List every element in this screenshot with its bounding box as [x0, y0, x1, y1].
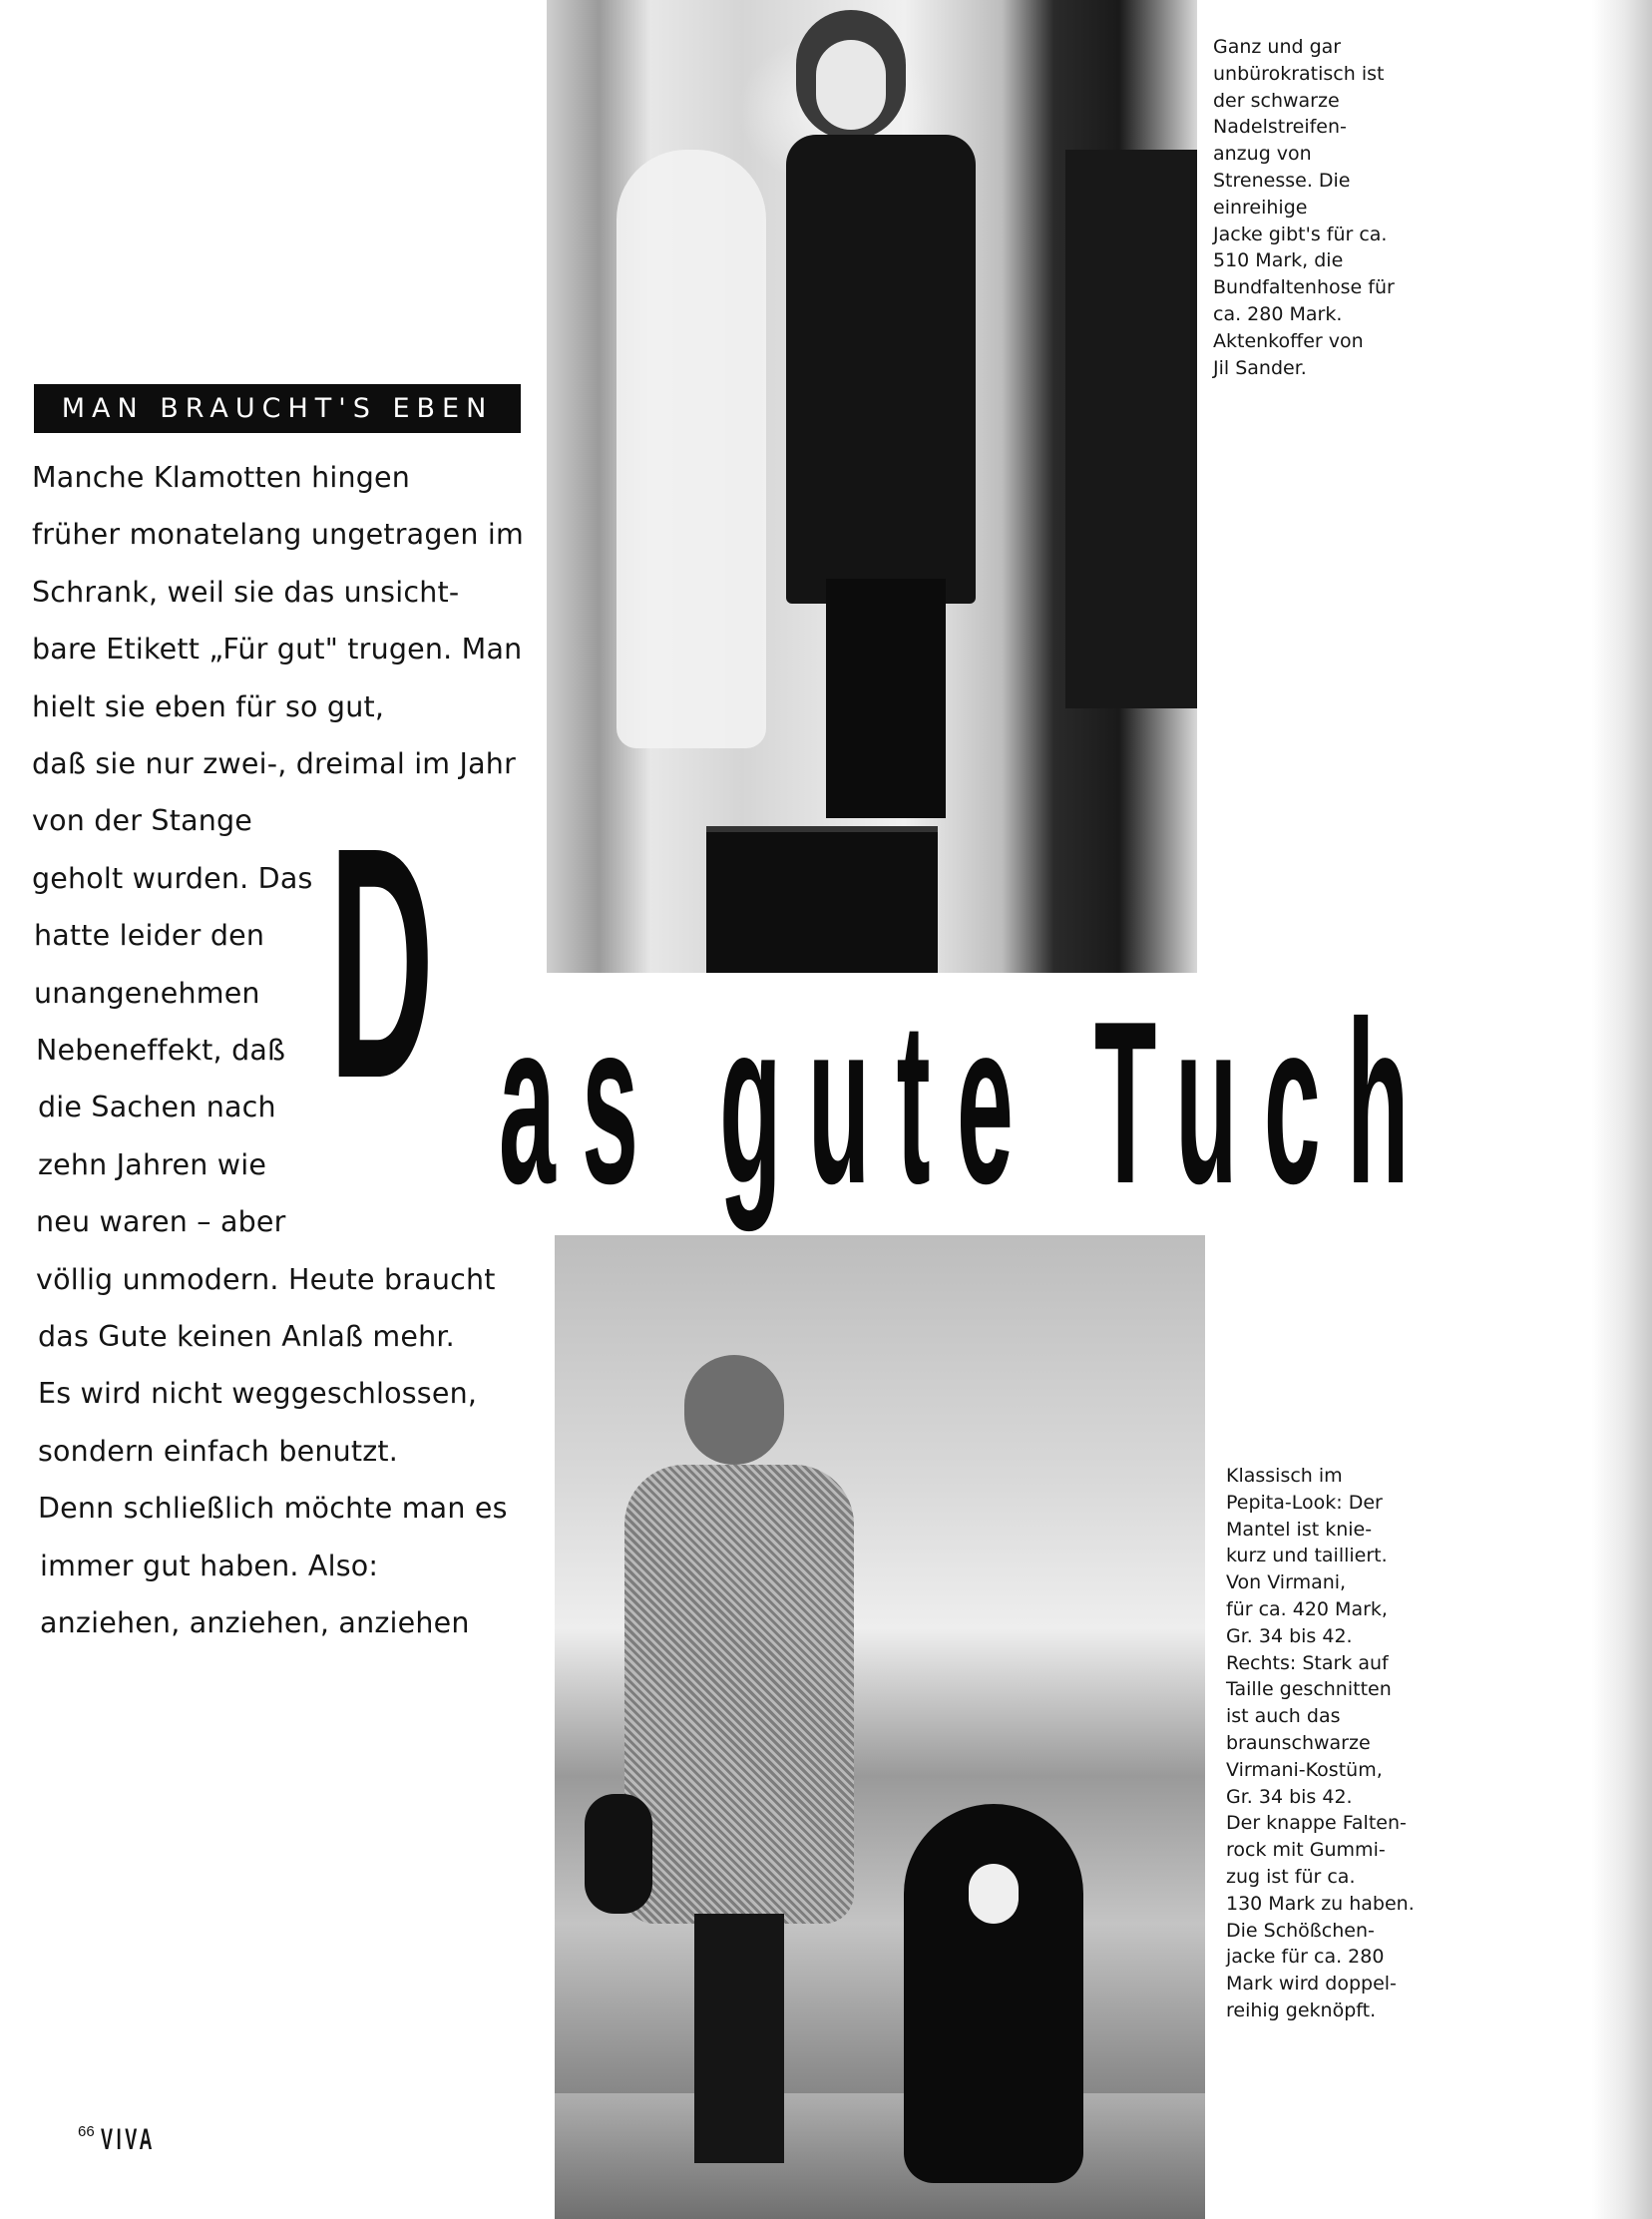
- magazine-name: VIVA: [100, 2123, 156, 2156]
- headline-initial: D: [329, 778, 434, 1146]
- caption-bottom-line: rock mit Gummi-: [1226, 1839, 1386, 1862]
- photo-model-face: [816, 40, 886, 130]
- photo-black-dog: [904, 1804, 1083, 2183]
- page-edge-shadow: [1592, 0, 1652, 2219]
- caption-bottom-line: Gr. 34 bis 42.: [1226, 1785, 1353, 1808]
- page-number: 66: [78, 2123, 95, 2140]
- photo-model-legs: [694, 1914, 784, 2163]
- photo-hatbox-bag: [585, 1794, 652, 1914]
- photo-model-pepita-coat: [624, 1465, 854, 1924]
- photo-model-hair: [684, 1355, 784, 1465]
- caption-bottom-line: Taille geschnitten: [1226, 1678, 1392, 1701]
- body-lines-line: Manche Klamotten hingen: [32, 461, 411, 494]
- kicker-label: MAN BRAUCHT'S EBEN: [34, 384, 521, 433]
- caption-top-line: Jil Sander.: [1213, 356, 1307, 379]
- caption-top-line: Bundfaltenhose für: [1213, 276, 1395, 299]
- body-lines-line: geholt wurden. Das: [32, 861, 313, 895]
- caption-top: [1213, 34, 1433, 381]
- caption-top-line: einreihige: [1213, 196, 1308, 219]
- caption-bottom-line: zug ist für ca.: [1226, 1865, 1356, 1888]
- body-lines-line: zehn Jahren wie: [38, 1147, 267, 1181]
- photo-briefcase: [706, 826, 938, 973]
- body-lines-line: bare Etikett „Für gut" trugen. Man: [32, 633, 523, 666]
- body-lines-line: Denn schließlich möchte man es: [38, 1492, 508, 1526]
- caption-bottom-line: Gr. 34 bis 42.: [1226, 1624, 1353, 1647]
- caption-bottom-line: Der knappe Falten-: [1226, 1812, 1407, 1835]
- caption-bottom-line: ist auch das: [1226, 1705, 1341, 1728]
- photo-background-car: [1065, 150, 1197, 708]
- caption-top-line: Nadelstreifen-: [1213, 116, 1347, 139]
- caption-top-line: der schwarze: [1213, 89, 1340, 112]
- folio: [78, 2123, 192, 2157]
- caption-bottom-line: 130 Mark zu haben.: [1226, 1892, 1415, 1915]
- body-lines-line: hielt sie eben für so gut,: [32, 689, 385, 723]
- body-lines-line: unangenehmen: [34, 976, 260, 1010]
- body-lines-line: von der Stange: [32, 804, 253, 838]
- caption-top-line: ca. 280 Mark.: [1213, 302, 1343, 325]
- body-lines-line: das Gute keinen Anlaß mehr.: [38, 1320, 455, 1353]
- photo-dog-tail-tip: [969, 1864, 1019, 1924]
- caption-bottom-line: braunschwarze: [1226, 1731, 1371, 1754]
- photo-woman-with-dog: [555, 1235, 1205, 2219]
- caption-top-line: Ganz und gar: [1213, 36, 1342, 58]
- caption-bottom-line: kurz und tailliert.: [1226, 1545, 1388, 1567]
- caption-bottom-line: jacke für ca. 280: [1226, 1946, 1385, 1969]
- body-lines-line: Es wird nicht weggeschlossen,: [38, 1377, 478, 1411]
- body-lines-line: hatte leider den: [34, 919, 265, 953]
- photo-wet-pavement: [555, 2093, 1205, 2219]
- body-lines-line: völlig unmodern. Heute braucht: [36, 1262, 496, 1296]
- photo-model-trousers: [826, 579, 946, 818]
- caption-top-line: anzug von: [1213, 143, 1312, 166]
- body-lines-line: Schrank, weil sie das unsicht-: [32, 575, 460, 609]
- body-lines-line: Nebeneffekt, daß: [36, 1034, 286, 1067]
- photo-model-suit: [786, 135, 976, 604]
- photo-woman-pinstripe-suit: [547, 0, 1197, 973]
- caption-bottom-line: für ca. 420 Mark,: [1226, 1597, 1388, 1620]
- body-lines-line: anziehen, anziehen, anziehen: [40, 1606, 470, 1639]
- photo-background-walker: [617, 150, 766, 748]
- caption-top-line: Jacke gibt's für ca.: [1213, 222, 1388, 245]
- caption-bottom-line: Klassisch im: [1226, 1465, 1343, 1487]
- body-lines-line: neu waren – aber: [36, 1205, 286, 1239]
- caption-bottom-line: Virmani-Kostüm,: [1226, 1758, 1383, 1781]
- headline-rest: as gute Tuch: [499, 974, 1436, 1232]
- caption-bottom-line: reihig geknöpft.: [1226, 1998, 1377, 2021]
- caption-top-line: 510 Mark, die: [1213, 249, 1344, 272]
- body-lines-line: sondern einfach benutzt.: [38, 1434, 399, 1468]
- caption-bottom-line: Rechts: Stark auf: [1226, 1651, 1389, 1674]
- caption-bottom-line: Pepita-Look: Der: [1226, 1491, 1383, 1514]
- caption-bottom-line: Die Schößchen-: [1226, 1919, 1375, 1942]
- body-lines-line: daß sie nur zwei-, dreimal im Jahr: [32, 747, 516, 780]
- caption-top-line: Aktenkoffer von: [1213, 329, 1364, 352]
- caption-bottom-line: Mark wird doppel-: [1226, 1973, 1397, 1996]
- caption-bottom-line: Von Virmani,: [1226, 1571, 1347, 1594]
- caption-bottom: [1226, 1463, 1446, 2024]
- body-lines-line: immer gut haben. Also:: [40, 1549, 379, 1582]
- caption-bottom-line: Mantel ist knie-: [1226, 1518, 1373, 1541]
- body-lines-line: früher monatelang ungetragen im: [32, 518, 524, 552]
- caption-top-line: Strenesse. Die: [1213, 169, 1351, 192]
- caption-top-line: unbürokratisch ist: [1213, 62, 1385, 85]
- body-lines-line: die Sachen nach: [38, 1091, 276, 1124]
